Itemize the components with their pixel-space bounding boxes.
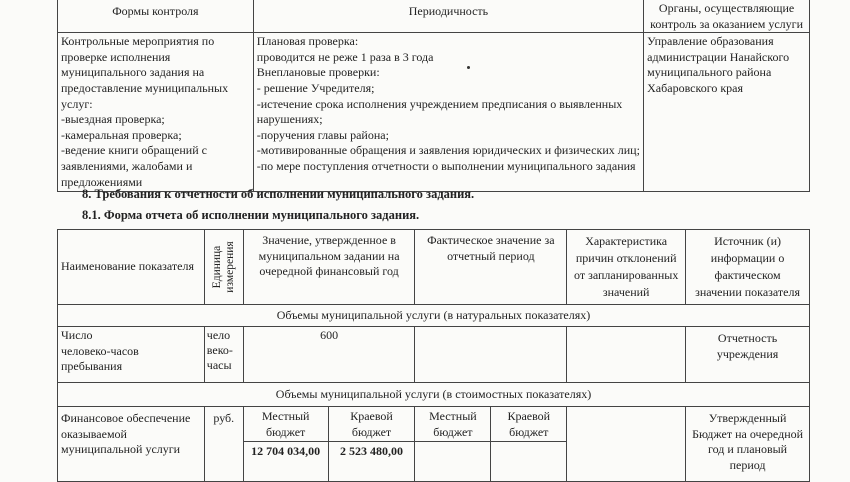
row1-unit-line: чело (206, 328, 231, 342)
row2-source-line: Утвержденный (708, 411, 787, 425)
header-periodicity (253, 0, 643, 33)
section-cost-text: Объемы муниципальной услуги (в стоимостных показателях) (275, 386, 592, 401)
header-indicator-name (58, 230, 205, 305)
actual-regional-budget-line: Краевой (507, 409, 551, 423)
header-control-forms (58, 0, 254, 33)
header-source-line: значении показателя (695, 285, 800, 299)
forms-line: муниципального задания на (61, 65, 205, 80)
control-table (57, 0, 810, 192)
approved-regional-value-text: 2 523 480,00 (340, 444, 404, 458)
actual-local-budget-line: бюджет (433, 424, 473, 439)
approved-regional-budget-label (328, 407, 415, 442)
section-natural-text: Объемы муниципальной услуги (в натуральных показателях) (276, 307, 591, 322)
row2-unit (204, 407, 243, 482)
row2-deviation (567, 407, 686, 482)
actual-regional-budget-label (491, 407, 567, 442)
row1-name-line: человеко-часов пребывания (61, 343, 139, 374)
row1-deviation (567, 327, 686, 383)
bodies-cell (644, 33, 810, 192)
header-source-line: Источник (и) (714, 234, 781, 248)
row1-source-line: учреждения (716, 346, 779, 361)
header-deviation (567, 230, 686, 305)
header-control-forms-text: Формы контроля (112, 3, 199, 18)
header-approved-line: муниципальном задании на (258, 248, 400, 263)
header-deviation-line: значений (602, 285, 650, 299)
row2-source-line: год и плановый (707, 442, 788, 457)
header-unit-line: Единица (210, 245, 223, 289)
periodicity-line: - решение Учредителя; (256, 80, 375, 95)
forms-line: -ведение книги обращений с (61, 143, 207, 158)
header-actual-value (415, 230, 567, 305)
row1-source (686, 327, 810, 383)
header-control-bodies (644, 0, 810, 33)
periodicity-line: Внеплановые проверки: (256, 65, 380, 80)
forms-line: предоставление муниципальных (61, 80, 229, 95)
header-actual-line: Фактическое значение за (427, 233, 555, 247)
approved-local-value-text: 12 704 034,00 (251, 444, 321, 458)
forms-line: заявлениями, жалобами и (61, 158, 193, 173)
row1-approved-value (243, 327, 415, 383)
row1-approved-text: 600 (320, 328, 339, 342)
header-deviation-line: Характеристика (585, 234, 668, 248)
row2-source-line: Бюджет на очередной (692, 426, 804, 441)
section-cost-indicators (58, 383, 810, 407)
periodicity-line: проводится не реже 1 раза в 3 года (256, 49, 434, 64)
header-deviation-line: от запланированных (574, 268, 679, 282)
header-actual-line: отчетный период (447, 248, 535, 263)
periodicity-line: -по мере поступления отчетности о выполнении муниципального задания (256, 158, 636, 173)
header-deviation-line: причин отклонений (575, 251, 677, 265)
row1-name (58, 327, 205, 383)
header-approved-value (243, 230, 415, 305)
actual-local-budget-label (415, 407, 491, 442)
row1-unit-line: часы (206, 358, 232, 372)
approved-local-budget-label (243, 407, 328, 442)
scan-speck (467, 66, 470, 69)
row1-source-line: Отчетность (717, 331, 778, 345)
header-periodicity-text: Периодичность (408, 3, 489, 18)
bodies-line: администрации Нанайского (647, 49, 790, 64)
approved-local-value (243, 442, 328, 482)
row2-name-line: Финансовое обеспечение (61, 411, 191, 425)
header-source-line: информации о (710, 251, 785, 265)
bodies-line: Управление образования (647, 34, 774, 49)
local-budget-line: Местный (261, 409, 310, 423)
row1-unit-line: веко- (206, 343, 233, 357)
header-control-bodies-text: Органы, осуществляющие контроль за оказанием услуги (650, 1, 803, 31)
row1-unit (204, 327, 243, 383)
actual-regional-budget-line: бюджет (509, 424, 549, 439)
regional-budget-line: Краевой (350, 409, 393, 423)
row2-name (58, 407, 205, 482)
periodicity-line: нарушениях; (256, 112, 323, 127)
forms-line: -выездная проверка; (61, 112, 165, 127)
forms-line: Контрольные мероприятия по (61, 34, 215, 49)
header-unit-line: измерения (223, 241, 236, 293)
periodicity-line: -истечение срока исполнения учреждением предписания о выявленных (256, 96, 623, 111)
row1-name-line: Число (61, 328, 93, 342)
row2-name-line: муниципальной услуги (61, 442, 181, 457)
header-approved-line: очередной финансовый год (259, 264, 399, 279)
periodicity-line: -поручения главы района; (256, 127, 389, 142)
local-budget-line: бюджет (266, 424, 306, 439)
header-unit (204, 230, 243, 305)
regional-budget-line: бюджет (351, 424, 392, 439)
header-unit-rotated (211, 241, 237, 292)
row2-source-line: период (729, 457, 766, 472)
forms-line: предложениями (61, 174, 143, 189)
section-natural-indicators (58, 305, 810, 327)
forms-line: проверке исполнения (61, 49, 171, 64)
actual-regional-value (491, 442, 567, 482)
header-indicator-name-text: Наименование показателя (61, 259, 194, 274)
row1-actual-value (415, 327, 567, 383)
row2-unit-text: руб. (213, 411, 235, 425)
periodicity-line: Плановая проверка: (256, 34, 359, 49)
forms-line: -камеральная проверка; (61, 127, 182, 142)
bodies-line: муниципального района (647, 65, 772, 80)
periodicity-line: -мотивированные обращения и заявления юридических и физических лиц; (256, 143, 640, 158)
forms-line: услуг: (61, 96, 93, 111)
report-table (57, 229, 810, 482)
bodies-line: Хабаровского края (647, 80, 744, 95)
header-source-line: фактическом (714, 268, 781, 282)
section-8-title: 8. Требования к отчетности об исполнении муниципального задания. (82, 187, 475, 201)
header-approved-line: Значение, утвержденное в (262, 233, 396, 247)
header-source (686, 230, 810, 305)
periodicity-cell (253, 33, 643, 192)
row2-name-line: оказываемой (61, 426, 127, 441)
row2-source (686, 407, 810, 482)
forms-cell (58, 33, 254, 192)
approved-regional-value (328, 442, 415, 482)
section-8-1-title: 8.1. Форма отчета об исполнении муниципального задания. (82, 208, 420, 222)
actual-local-value (415, 442, 491, 482)
actual-local-budget-line: Местный (429, 409, 477, 423)
